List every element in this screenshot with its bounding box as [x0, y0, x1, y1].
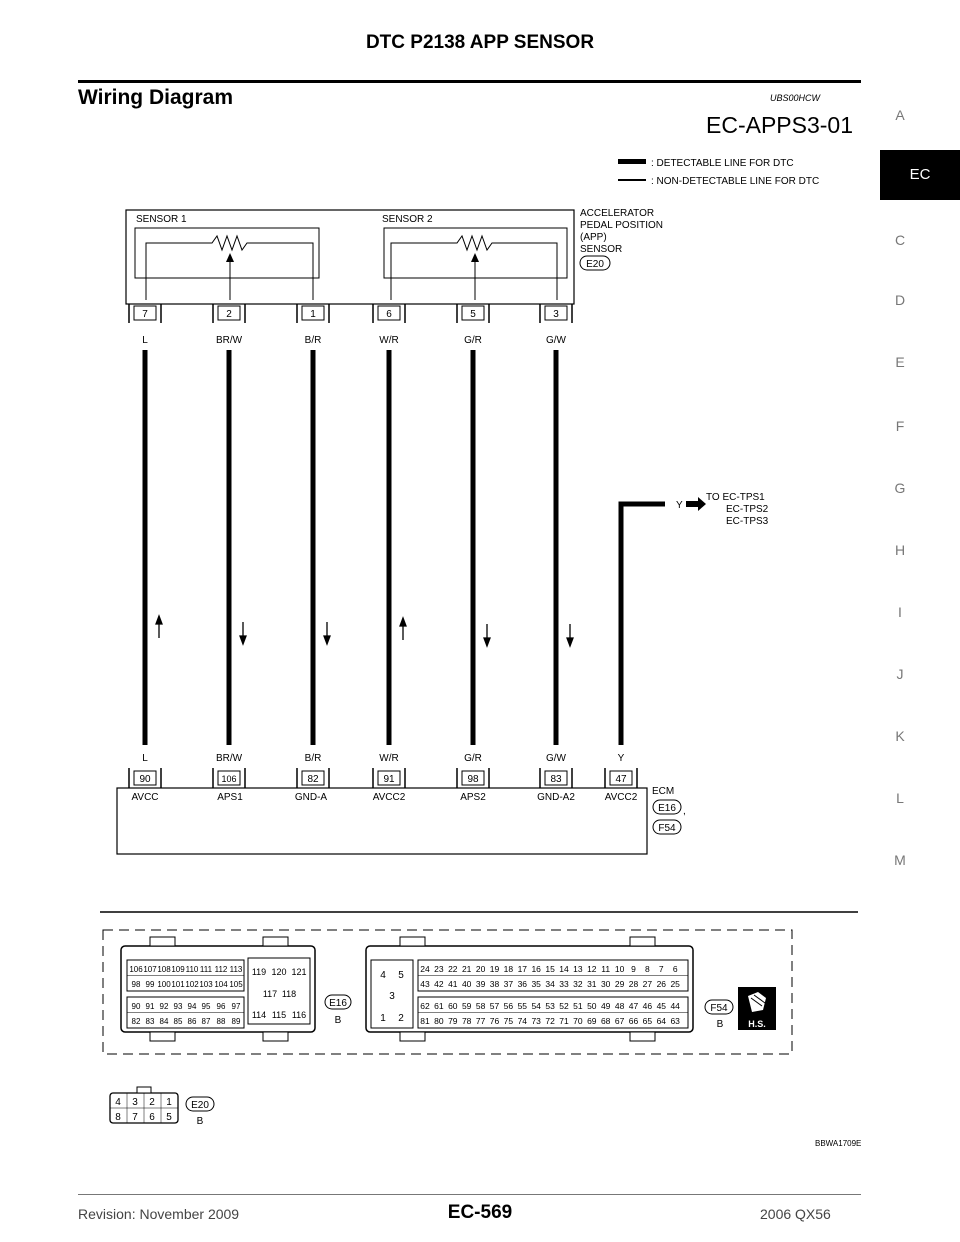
f54-pin: 35 [531, 979, 541, 989]
svg-text:1: 1 [310, 309, 316, 320]
e16-pin: 84 [159, 1017, 169, 1026]
e16-pin: 114 [251, 1010, 267, 1020]
e16-pin: 98 [131, 980, 141, 989]
e20-connector-label: E20 [191, 1100, 209, 1111]
wire-color-label: L [142, 753, 148, 764]
to-tps-line3[interactable]: EC-TPS3 [726, 516, 769, 527]
f54-pin: 2 [398, 1013, 404, 1024]
section-code: UBS00HCW [770, 93, 821, 103]
f54-pin: 70 [573, 1016, 583, 1026]
f54-pin: 65 [642, 1016, 653, 1026]
e20-pin: 8 [115, 1112, 121, 1123]
e16-pin: 90 [131, 1002, 141, 1011]
harness-side-label: H.S. [748, 1019, 766, 1029]
e16-pin: 116 [291, 1010, 307, 1020]
footer-revision: Revision: November 2009 [78, 1206, 240, 1222]
signal-down-arrow-icon [484, 624, 490, 646]
wire-color-label: G/W [546, 753, 566, 764]
f54-pin: 71 [559, 1016, 569, 1026]
svg-text:91: 91 [383, 774, 395, 785]
f54-pin: 21 [461, 964, 472, 974]
f54-pin: 57 [489, 1001, 500, 1011]
f54-pin: 25 [670, 979, 680, 989]
f54-pin: 8 [645, 964, 650, 974]
wire-color-label: G/R [464, 335, 482, 346]
footer-model: 2006 QX56 [760, 1206, 831, 1222]
f54-pin: 36 [517, 979, 528, 989]
f54-pin: 64 [656, 1016, 667, 1026]
f54-pin: 14 [559, 964, 569, 974]
f54-pin: 40 [461, 979, 472, 989]
wiper-arrow-icon [471, 253, 479, 262]
svg-text:7: 7 [142, 309, 148, 320]
e16-pin: 121 [291, 967, 307, 977]
f54-pin: 60 [448, 1001, 458, 1011]
f54-pin: 49 [600, 1001, 611, 1011]
sensor-pin-7 [129, 304, 161, 323]
ecm-signal-label: GND-A2 [537, 792, 575, 803]
ecm-signal-label: APS2 [460, 792, 486, 803]
footer-page-number: EC-569 [447, 1202, 513, 1223]
f54-pin: 47 [628, 1001, 639, 1011]
app-sensor-block [126, 210, 574, 304]
wire-color-label: BR/W [215, 753, 243, 764]
sidebar-tab-a[interactable]: A [895, 107, 905, 123]
y-wire-color-label: Y [676, 500, 683, 511]
ecm-connector-f54: F54 [658, 823, 676, 834]
ecm-signal-label: AVCC [131, 792, 159, 803]
wire-color-label: L [142, 335, 148, 346]
svg-text:6: 6 [386, 309, 392, 320]
f54-pin: 38 [489, 979, 500, 989]
e16-pin: 92 [159, 1002, 169, 1011]
f54-pin: 58 [475, 1001, 486, 1011]
e16-pin: 96 [216, 1002, 226, 1011]
e16-pin: 101 [171, 980, 185, 989]
legend-non-detectable-label: : NON-DETECTABLE LINE FOR DTC [651, 176, 820, 187]
f54-pin: 59 [461, 1001, 472, 1011]
sidebar-tab-h[interactable]: H [894, 542, 906, 558]
f54-pin: 61 [434, 1001, 444, 1011]
svg-text:98: 98 [467, 774, 479, 785]
f54-pin: 28 [628, 979, 639, 989]
e16-pin: 107 [143, 965, 157, 974]
f54-pin: 10 [614, 964, 625, 974]
f54-pin: 3 [389, 991, 395, 1002]
f54-pin: 29 [614, 979, 625, 989]
f54-pin: 30 [600, 979, 611, 989]
e16-pin: 113 [229, 965, 243, 974]
e16-pin: 87 [201, 1017, 211, 1026]
signal-down-arrow-icon [324, 622, 330, 644]
sensor1-label: SENSOR 1 [136, 214, 187, 225]
signal-up-arrow-icon [400, 618, 406, 640]
sidebar-tab-m[interactable]: M [894, 852, 906, 868]
sidebar-tab-k[interactable]: K [895, 728, 905, 744]
e16-pin: 91 [145, 1002, 155, 1011]
f54-pin: 41 [448, 979, 458, 989]
svg-text:106: 106 [221, 774, 237, 784]
sidebar-tab-j[interactable]: J [896, 666, 904, 682]
e16-pin: 120 [271, 967, 287, 977]
e20-pin: 3 [132, 1097, 138, 1108]
f54-pin: 54 [531, 1001, 541, 1011]
wire-color-label: G/R [464, 753, 482, 764]
f54-pin: 18 [503, 964, 514, 974]
f54-pin: 81 [420, 1016, 430, 1026]
f54-pin: 78 [461, 1016, 472, 1026]
e20-pin: 7 [132, 1112, 138, 1123]
legend-detectable-label: : DETECTABLE LINE FOR DTC [651, 158, 794, 169]
f54-pin: 48 [614, 1001, 625, 1011]
f54-pin: 79 [448, 1016, 458, 1026]
ecm-connector-e16: E16 [658, 803, 676, 814]
sidebar-tab-e[interactable]: E [895, 354, 905, 370]
svg-text:83: 83 [550, 774, 562, 785]
e16-pin: 109 [171, 965, 185, 974]
section-title: Wiring Diagram [78, 86, 233, 109]
wire-color-label: B/R [304, 753, 322, 764]
f54-pin: 39 [475, 979, 486, 989]
f54-pin: 72 [545, 1016, 555, 1026]
e16-connector-type: B [334, 1015, 342, 1026]
e16-pin: 99 [145, 980, 155, 989]
e16-pin: 97 [231, 1002, 241, 1011]
f54-pin: 34 [545, 979, 555, 989]
f54-pin: 6 [672, 964, 678, 974]
e20-connector-type: B [196, 1116, 204, 1127]
wire-y [621, 504, 665, 745]
f54-pin: 44 [670, 1001, 680, 1011]
f54-pin: 66 [628, 1016, 639, 1026]
ecm-pin-91 [373, 768, 405, 788]
f54-pin: 24 [420, 964, 430, 974]
ecm-pin-47 [605, 768, 637, 788]
f54-pin: 22 [448, 964, 458, 974]
e16-pin: 108 [157, 965, 171, 974]
f54-pin: 33 [559, 979, 569, 989]
e16-pin: 111 [199, 965, 213, 974]
svg-text:2: 2 [226, 309, 232, 320]
wiper-arrow-icon [226, 253, 234, 262]
sensor-name-line3: (APP) [580, 232, 607, 243]
f54-pin: 50 [587, 1001, 597, 1011]
wire-color-label: BR/W [215, 335, 243, 346]
f54-pin: 75 [503, 1016, 514, 1026]
sensor-pin-1 [297, 304, 329, 323]
svg-text:90: 90 [139, 774, 151, 785]
e16-pin: 85 [173, 1017, 183, 1026]
f54-pin: 55 [517, 1001, 528, 1011]
svg-text:3: 3 [553, 309, 559, 320]
f54-pin: 51 [573, 1001, 583, 1011]
e16-connector-label: E16 [329, 998, 347, 1009]
f54-pin: 16 [531, 964, 541, 974]
f54-pin: 69 [587, 1016, 597, 1026]
f54-pin: 32 [573, 979, 583, 989]
e16-pin: 103 [199, 980, 213, 989]
sidebar-tab-l[interactable]: L [896, 790, 904, 806]
ecm-pin-82 [297, 768, 329, 788]
sidebar-tab-c[interactable]: C [894, 232, 906, 248]
sidebar-tab-f[interactable]: F [895, 418, 905, 434]
e16-pin: 112 [214, 965, 228, 974]
ecm-signal-label: GND-A [294, 792, 328, 803]
sensor-pin-3 [540, 304, 572, 323]
e16-pin: 105 [229, 980, 243, 989]
e16-pin: 93 [173, 1002, 183, 1011]
f54-pin: 27 [642, 979, 653, 989]
sidebar-tab-ec-active[interactable]: EC [880, 150, 960, 200]
f54-pin: 42 [434, 979, 444, 989]
svg-text:5: 5 [470, 309, 476, 320]
e16-pin: 100 [157, 980, 171, 989]
e16-pin: 106 [129, 965, 143, 974]
svg-text:82: 82 [307, 774, 319, 785]
e16-pin: 119 [251, 967, 267, 977]
ecm-signal-label: AVCC2 [604, 792, 638, 803]
f54-pin: 63 [670, 1016, 680, 1026]
sensor-pin-2 [213, 304, 245, 323]
wire-color-label: Y [617, 753, 625, 764]
wire-color-label: G/W [546, 335, 566, 346]
sidebar-tab-i[interactable]: I [898, 604, 902, 620]
legend-detectable-swatch [618, 159, 646, 164]
e20-pin: 1 [166, 1097, 172, 1108]
e16-pin: 110 [185, 965, 199, 974]
e16-pin: 115 [271, 1010, 287, 1020]
to-tps-arrow-icon [686, 497, 706, 511]
f54-pin: 52 [559, 1001, 569, 1011]
sensor-connector-label: E20 [586, 259, 604, 270]
svg-text:47: 47 [615, 774, 627, 785]
f54-pin: 31 [587, 979, 597, 989]
to-tps-line1[interactable]: TO EC-TPS1 [706, 492, 765, 503]
to-tps-line2[interactable]: EC-TPS2 [726, 504, 769, 515]
e16-pin: 94 [187, 1002, 197, 1011]
e20-pin: 5 [166, 1112, 172, 1123]
f54-pin: 1 [380, 1013, 386, 1024]
f54-pin: 74 [517, 1016, 528, 1026]
f54-pin: 12 [587, 964, 597, 974]
e16-pin: 83 [145, 1017, 155, 1026]
ecm-name-label: ECM [652, 786, 675, 797]
signal-down-arrow-icon [567, 624, 573, 646]
wire-color-label: W/R [379, 753, 399, 764]
f54-pin: 7 [658, 964, 664, 974]
f54-pin: 23 [434, 964, 444, 974]
sidebar-tab-d[interactable]: D [894, 292, 906, 308]
e16-pin: 117 [262, 989, 278, 999]
f54-pin: 68 [600, 1016, 611, 1026]
f54-pin: 26 [656, 979, 667, 989]
sensor-name-line4: SENSOR [580, 244, 623, 255]
f54-pin: 76 [489, 1016, 500, 1026]
ecm-signal-label: AVCC2 [372, 792, 406, 803]
f54-pin: 4 [380, 970, 386, 981]
ecm-pin-106 [213, 768, 245, 788]
f54-pin: 37 [503, 979, 514, 989]
sensor-name-line2: PEDAL POSITION [580, 220, 663, 231]
e16-pin: 89 [231, 1017, 241, 1026]
f54-pin: 56 [503, 1001, 514, 1011]
e16-pin: 82 [131, 1017, 141, 1026]
f54-pin: 11 [601, 964, 611, 974]
f54-pin: 20 [475, 964, 486, 974]
signal-down-arrow-icon [240, 622, 246, 644]
ecm-signal-label: APS1 [217, 792, 243, 803]
e16-pin: 88 [216, 1017, 226, 1026]
sensor-name-line1: ACCELERATOR [580, 208, 655, 219]
e16-pin: 95 [201, 1002, 211, 1011]
f54-pin: 73 [531, 1016, 541, 1026]
e20-pin: 6 [149, 1112, 155, 1123]
f54-pin: 19 [489, 964, 500, 974]
f54-pin: 62 [420, 1001, 430, 1011]
f54-pin: 53 [545, 1001, 555, 1011]
e20-pin: 2 [149, 1097, 155, 1108]
f54-pin: 17 [517, 964, 528, 974]
sensor-pin-5 [457, 304, 489, 323]
f54-connector-label: F54 [710, 1003, 728, 1014]
f54-pin: 43 [420, 979, 430, 989]
figure-id: BBWA1709E [815, 1139, 862, 1148]
sensor-pin-6 [373, 304, 405, 323]
e20-pin: 4 [115, 1097, 121, 1108]
signal-up-arrow-icon [156, 616, 162, 638]
f54-pin: 45 [656, 1001, 667, 1011]
e16-pin: 118 [281, 989, 297, 999]
f54-pin: 9 [631, 964, 636, 974]
e16-pin: 102 [185, 980, 199, 989]
f54-pin: 67 [614, 1016, 625, 1026]
sensor2-label: SENSOR 2 [382, 214, 433, 225]
f54-pin: 77 [475, 1016, 486, 1026]
ecm-pin-83 [540, 768, 572, 788]
wire-color-label: W/R [379, 335, 399, 346]
ecm-pin-90 [129, 768, 161, 788]
footer-rule [78, 1194, 861, 1195]
page-header-title: DTC P2138 APP SENSOR [365, 32, 595, 53]
sidebar-tab-g[interactable]: G [894, 480, 906, 496]
f54-pin: 15 [545, 964, 555, 974]
f54-pin: 5 [398, 970, 404, 981]
f54-pin: 46 [642, 1001, 653, 1011]
legend-non-detectable-swatch [618, 179, 646, 181]
f54-connector-type: B [716, 1019, 724, 1030]
f54-pin: 80 [434, 1016, 444, 1026]
f54-pin: 13 [573, 964, 583, 974]
diagram-id: EC-APPS3-01 [706, 112, 854, 138]
e16-pin: 104 [214, 980, 228, 989]
e16-pin: 86 [187, 1017, 197, 1026]
ecm-connector-separator: , [683, 806, 686, 817]
ecm-pin-98 [457, 768, 489, 788]
wire-color-label: B/R [304, 335, 322, 346]
